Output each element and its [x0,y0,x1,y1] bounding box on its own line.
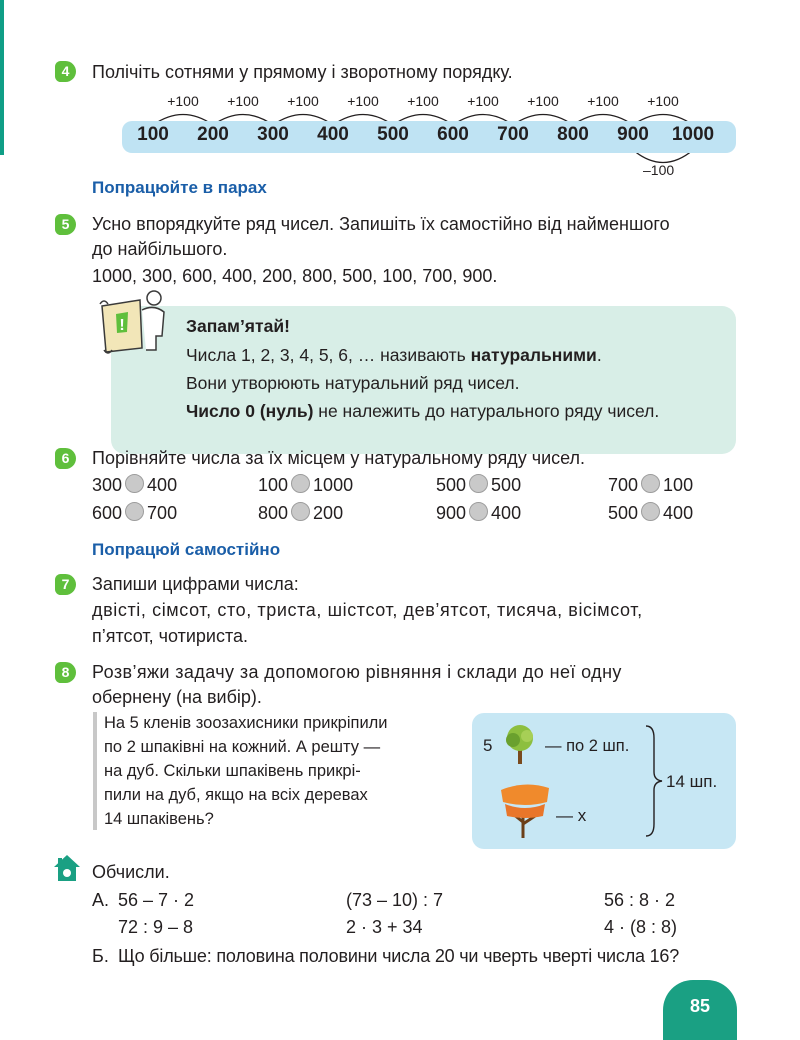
task-text: Порівняйте числа за їх місцем у натуральному ряду чисел. [92,448,586,468]
brace-icon [644,724,664,838]
compare-circle[interactable] [641,502,660,521]
back-step-label: –100 [643,162,675,178]
task-number-badge: 5 [55,214,76,235]
step-label: +100 [227,93,259,109]
step-label: +100 [527,93,559,109]
comparison-item: 800 200 [258,503,344,523]
maple-tree-icon [499,722,541,766]
section-label-b: Б. [92,946,109,966]
oak-label: — x [556,806,587,825]
question-text: Що більше: половина половини числа 20 чи чверть чверті числа 16? [118,946,680,966]
step-label: +100 [407,93,439,109]
comparison-item: 300 400 [92,475,178,495]
number-line-value: 1000 [671,124,715,145]
compare-circle[interactable] [125,502,144,521]
compare-circle[interactable] [469,502,488,521]
number-line-value: 700 [497,124,529,145]
note-line: Вони утворюють натуральний ряд чисел. [186,373,520,393]
task-text: Усно впорядкуйте ряд чисел. Запишіть їх самостійно від найменшого [92,214,670,234]
comparison-item: 100 1000 [258,475,354,495]
task-text: Розв’яжи задачу за допомогою рівняння і склади до неї одну [92,662,622,682]
task-text: п’ятсот, чотириста. [92,626,249,646]
expression: 4 · (8 : 8) [604,917,678,937]
home-icon [52,853,82,883]
task-text: Запиши цифрами числа: [92,574,299,594]
problem-margin-rule [93,712,97,830]
note-line: Числа 1, 2, 3, 4, 5, 6, … називають натуральними. [186,345,602,365]
number-line-value: 800 [557,124,589,145]
step-label: +100 [647,93,679,109]
exclamation-mark: ! [119,317,125,334]
comparison-item: 700 100 [608,475,694,495]
comparison-item: 900 400 [436,503,522,523]
oak-tree-icon [497,782,553,840]
task-number-badge: 4 [55,61,76,82]
home-title: Обчисли. [92,862,170,882]
total-label: 14 шп. [666,772,718,791]
task-number-badge: 6 [55,448,76,469]
number-line-value: 500 [377,124,409,145]
number-line-value: 100 [137,124,169,145]
section-label-a: А. [92,890,110,910]
task-text: двісті, сімсот, сто, триста, шістсот, дев’ятсот, тисяча, вісімсот, [92,600,643,620]
task-number-badge: 7 [55,574,76,595]
expression: 72 : 9 – 8 [118,917,194,937]
compare-circle[interactable] [641,474,660,493]
task-text: до найбільшого. [92,239,228,259]
step-label: +100 [167,93,199,109]
step-label: +100 [287,93,319,109]
step-label: +100 [587,93,619,109]
scroll-character-icon [90,286,170,366]
problem-text: На 5 кленів зоозахисники прикріпили по 2 шпаківні на кожний. А решту — на дуб. Скільки шпаківень прикрі- пили на дуб, якщо на всіх деревах 14 шпаківень? [104,714,388,828]
comparison-item: 600 700 [92,503,178,523]
compare-circle[interactable] [291,474,310,493]
maple-label: — по 2 шп. [545,737,630,755]
comparison-item: 500 400 [608,503,694,523]
expression: 2 · 3 + 34 [346,917,423,937]
tree-count: 5 [483,736,493,755]
note-line: Число 0 (нуль) не належить до натурального ряду чисел. [186,401,660,421]
number-sequence: 1000, 300, 600, 400, 200, 800, 500, 100, 700, 900. [92,266,498,286]
compare-circle[interactable] [125,474,144,493]
task-number-badge: 8 [55,662,76,683]
page-number: 85 [663,980,737,1040]
comparison-item: 500 500 [436,475,522,495]
note-title: Запам’ятай! [186,316,290,336]
expression: 56 – 7 · 2 [118,890,195,910]
section-title-pairs: Попрацюйте в парах [92,178,267,197]
step-label: +100 [467,93,499,109]
task-text: Полічіть сотнями у прямому і зворотному порядку. [92,62,513,82]
task-text: обернену (на вибір). [92,687,262,707]
number-line-value: 400 [317,124,349,145]
section-title-self: Попрацюй самостійно [92,540,281,559]
expression: (73 – 10) : 7 [346,890,444,910]
number-line-value: 200 [197,124,229,145]
number-line-value: 300 [257,124,289,145]
step-label: +100 [347,93,379,109]
compare-circle[interactable] [469,474,488,493]
number-line-value: 900 [617,124,649,145]
compare-circle[interactable] [291,502,310,521]
expression: 56 : 8 · 2 [604,890,676,910]
number-line-value: 600 [437,124,469,145]
